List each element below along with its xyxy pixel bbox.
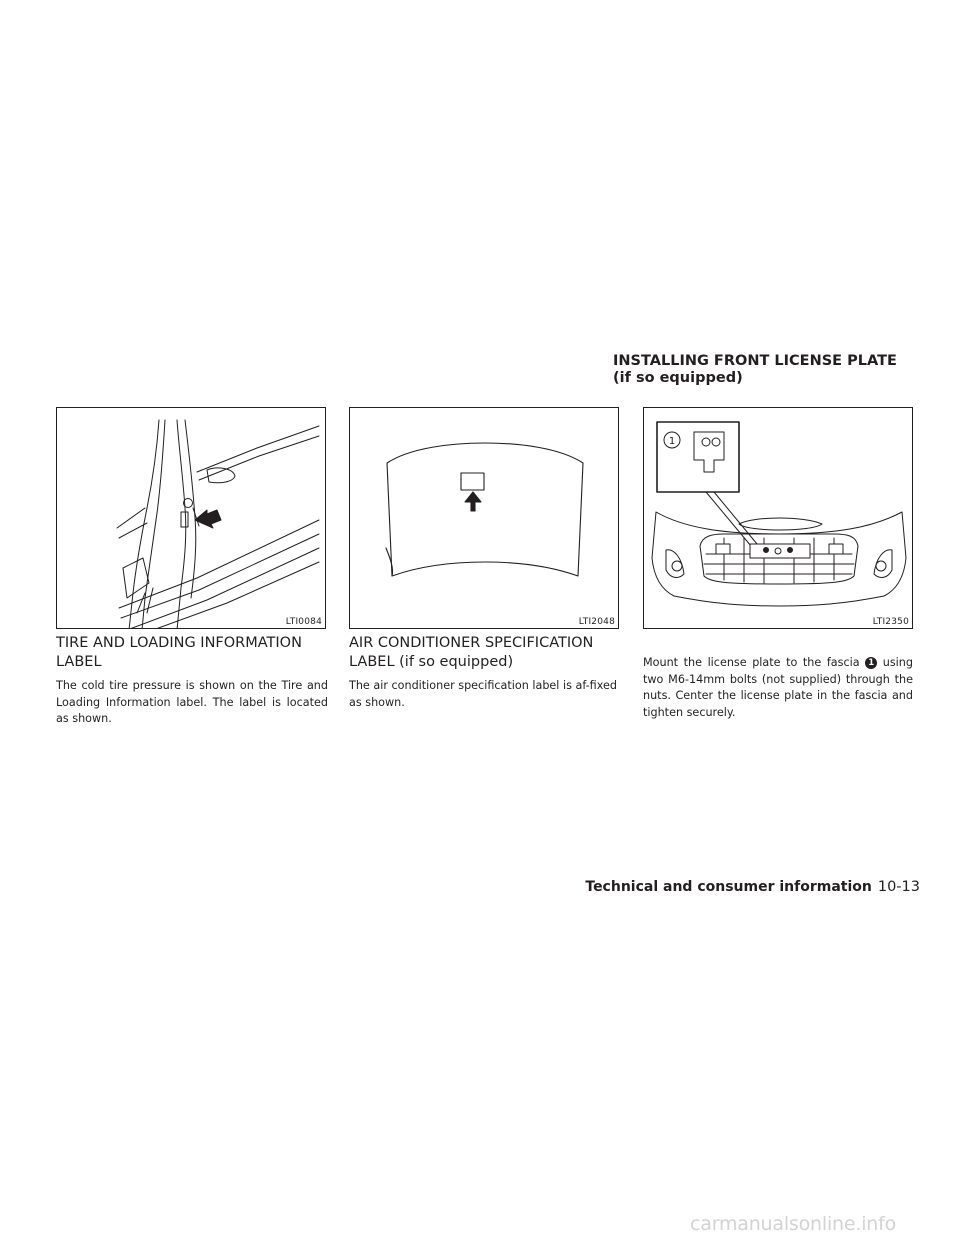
door-pillar-label-icon: [57, 408, 326, 629]
page-number: 10-13: [877, 879, 920, 895]
ac-label-title: [349, 634, 621, 672]
tire-label-body: The cold tire pressure is shown on the Tire and Loading Information label. The label is located as shown.: [56, 679, 328, 725]
callout-1: 1: [668, 436, 676, 447]
section-heading-line2: (if so equipped): [613, 370, 743, 386]
watermark: carmanualsonline.info: [690, 1213, 897, 1235]
chapter-title: Technical and consumer information: [585, 879, 872, 895]
figure-code: LTI2350: [872, 617, 909, 627]
callout-marker-1: 1: [865, 657, 877, 669]
license-plate-body-start: Mount the license plate to the fascia: [643, 656, 860, 669]
section-heading: [613, 353, 943, 387]
tire-label-title: [56, 634, 328, 672]
figure-tire-label: [56, 407, 326, 629]
license-plate-body-rest: using two M6-14mm bolts (not supplied) through the nuts. Center the license plate in the fascia and tighten securely.: [643, 656, 913, 719]
page-footer: [560, 876, 920, 895]
figure-code: LTI0084: [285, 617, 322, 627]
ac-label-title-line2: LABEL (if so equipped): [349, 654, 514, 670]
hood-label-icon: [350, 408, 619, 629]
front-fascia-license-plate-icon: [644, 408, 913, 629]
license-plate-body: [643, 655, 913, 721]
figure-ac-label: [349, 407, 619, 629]
figure-license-plate: [643, 407, 913, 629]
section-heading-line1: INSTALLING FRONT LICENSE PLATE: [613, 353, 897, 369]
ac-label-body: The air conditioner specification label is af-fixed as shown.: [349, 679, 617, 709]
figure-code: LTI2048: [578, 617, 615, 627]
tire-label-title-line1: TIRE AND LOADING INFORMATION: [56, 635, 302, 651]
tire-label-title-line2: LABEL: [56, 654, 102, 670]
ac-label-title-line1: AIR CONDITIONER SPECIFICATION: [349, 635, 594, 651]
